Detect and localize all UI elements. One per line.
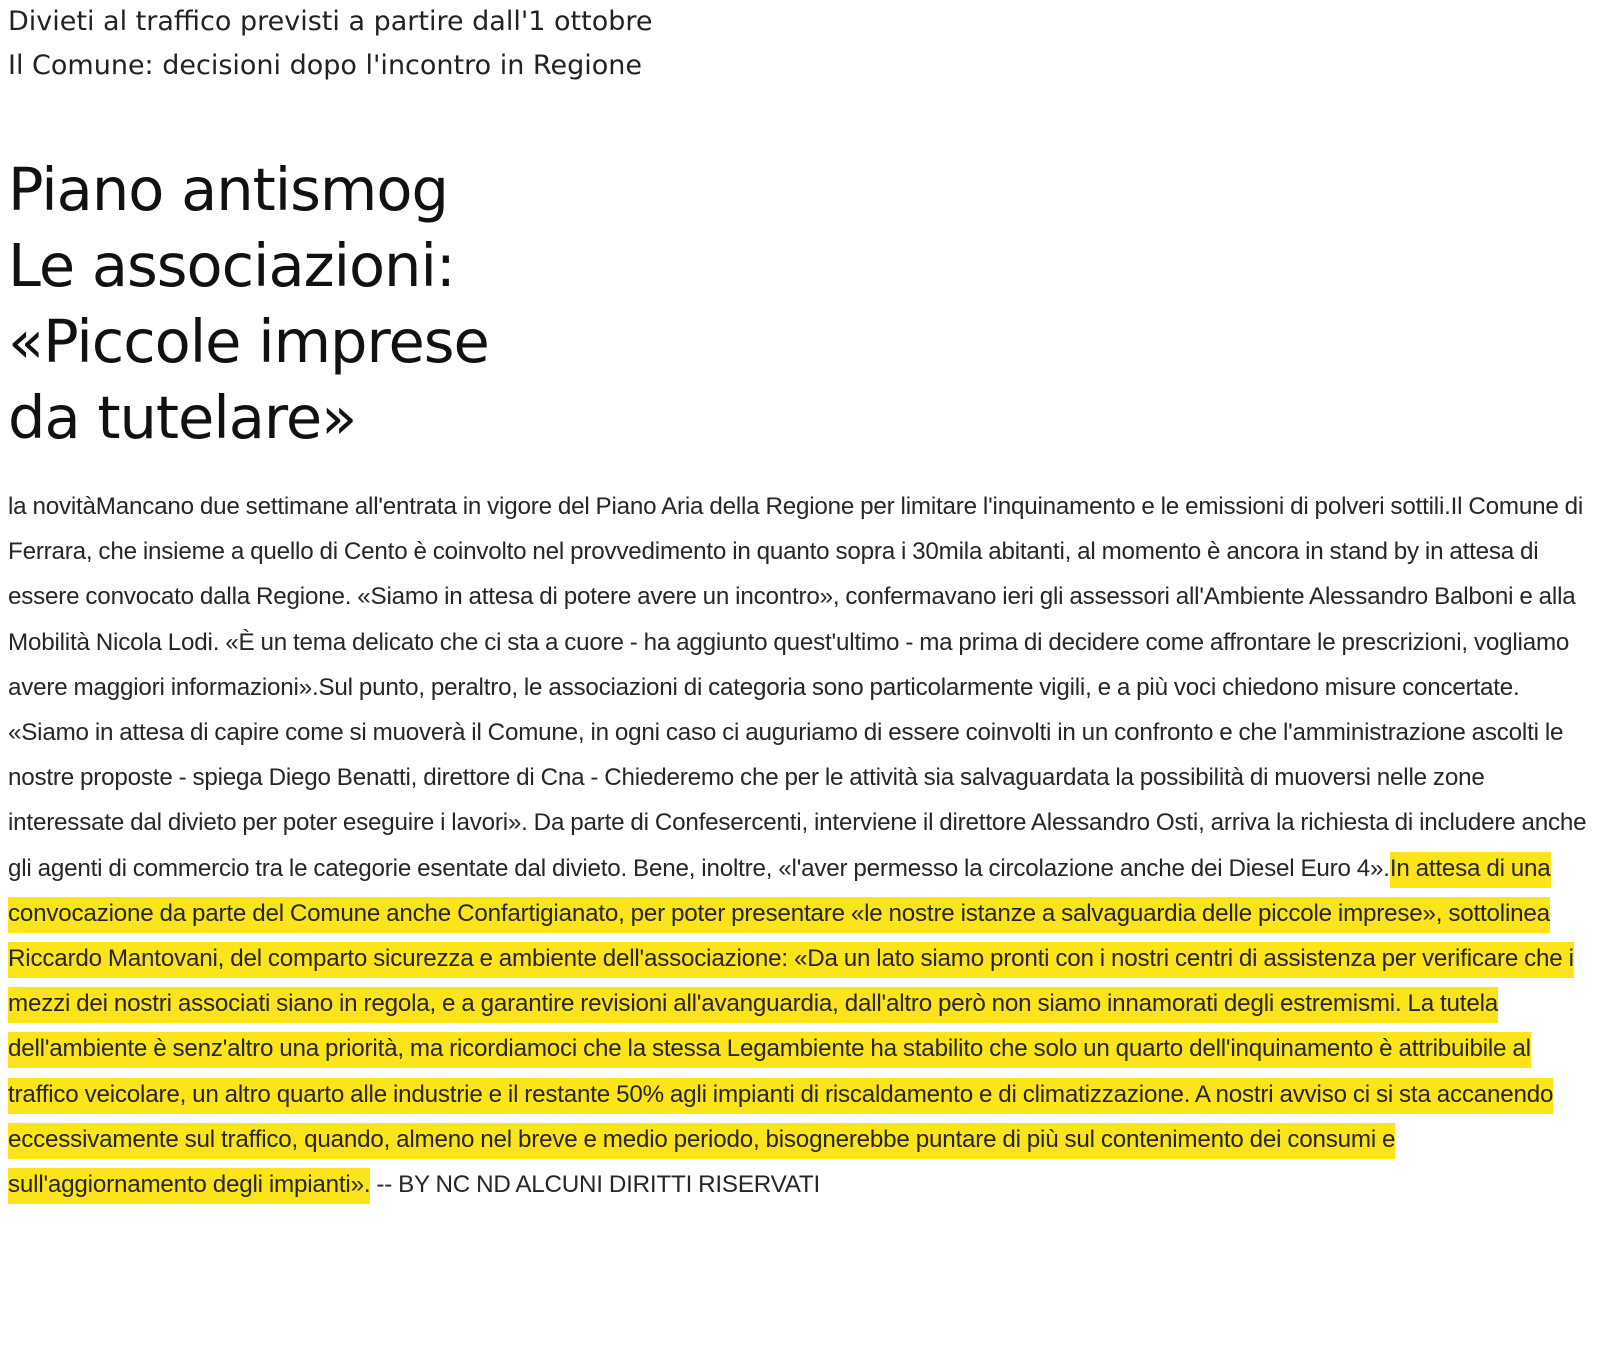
article-page: [8, 0, 1593, 1199]
article-text: la novitàMancano due settimane all'entrata in vigore del Piano Aria della Regione per limitare l'inquinamento e le emissioni di polveri sottili.Il Comune di Ferrara, che insieme a quello di Cento è coinvolto nel provvedimento in quanto sopra i 30mila abitanti, al momento è ancora in stand by in attesa di essere convocato dalla Regione. «Siamo in attesa di potere avere un incontro», confermavano ieri gli assessori all'Ambiente Alessandro Balboni e alla Mobilità Nicola Lodi. «È un tema delicato che ci sta a cuore - ha aggiunto quest'ultimo - ma prima di decidere come affrontare le prescrizioni, vogliamo avere maggiori informazioni».Sul punto, peraltro, le associazioni di categoria sono particolarmente vigili, e a più voci chiedono misure concertate. «Siamo in attesa di capire come si muoverà il Comune, in ogni caso ci auguriamo di essere coinvolti in un confronto e che l'amministrazione ascolti le nostre proposte - spiega Diego Benatti, direttore di Cna - Chiederemo che per le attività sia salvaguardata la possibilità di muoversi nelle zone interessate dal divieto per poter eseguire i lavori». Da parte di Confesercenti, interviene il direttore Alessandro Osti, arriva la richiesta di includere anche gli agenti di commercio tra le categorie esentate dal divieto. Bene, inoltre, «l'aver permesso la circolazione anche dei Diesel Euro 4».: [8, 493, 1587, 882]
headline-line: «Piccole imprese: [8, 307, 489, 376]
headline-line: Le associazioni:: [8, 231, 455, 300]
copyright-notice: -- BY NC ND ALCUNI DIRITTI RISERVATI: [370, 1171, 820, 1199]
subheadline-line: Divieti al traffico previsti a partire dall'1 ottobre: [8, 6, 653, 37]
highlighted-text: In attesa di una convocazione da parte del Comune anche Confartigianato, per poter presentare «le nostre istanze a salvaguardia delle piccole imprese», sottolinea Riccardo Mantovani, del comparto sicurezza e ambiente dell'associazione: «Da un lato siamo pronti con i nostri centri di assistenza per verificare che i mezzi dei nostri associati siano in regola, e a garantire revisioni all'avanguardia, dall'altro però non siamo innamorati degli estremismi. La tutela dell'ambiente è senz'altro una priorità, ma ricordiamoci che la stessa Legambiente ha stabilito che solo un quarto dell'inquinamento è attribuibile al traffico veicolare, un altro quarto alle industrie e il restante 50% agli impianti di riscaldamento e di climatizzazione. A nostri avviso ci si sta accanendo eccessivamente sul traffico, quando, almeno nel breve e medio periodo, bisognerebbe puntare di più sul contenimento dei consumi e sull'aggiornamento degli impianti».: [8, 852, 1574, 1204]
headline-line: da tutelare»: [8, 383, 357, 452]
subheadline-block: [8, 0, 1593, 88]
subheadline-line: Il Comune: decisioni dopo l'incontro in Regione: [8, 50, 642, 81]
article-body: [8, 484, 1593, 1207]
headline: [8, 152, 489, 456]
headline-line: Piano antismog: [8, 155, 448, 224]
